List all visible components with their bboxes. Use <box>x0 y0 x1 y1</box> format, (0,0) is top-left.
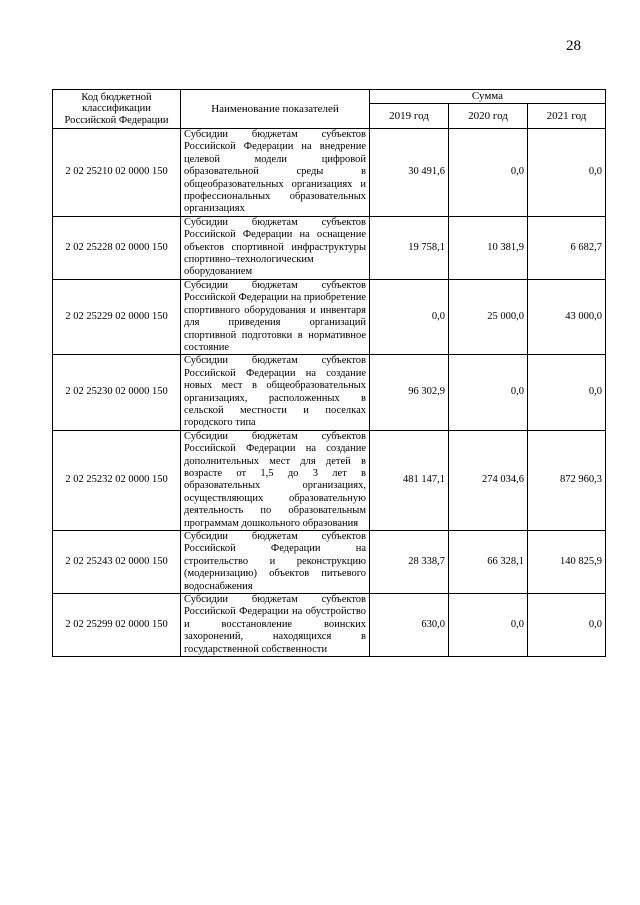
row-code: 2 02 25243 02 0000 150 <box>53 531 181 594</box>
row-value-2020: 0,0 <box>449 129 528 217</box>
row-name: Субсидии бюджетам субъектов Российской Федерации на создание дополнительных мест для детей в возрасте от 1,5 до 3 лет в образовательных организациях, осуществляющих образовательную деятельность по образовательным программам дошкольного образования <box>181 430 370 530</box>
row-value-2021: 0,0 <box>528 594 606 657</box>
row-value-2019: 630,0 <box>370 594 449 657</box>
row-name: Субсидии бюджетам субъектов Российской Федерации на приобретение спортивного оборудования и инвентаря для приведения организаций спортивной подготовки в нормативное состояние <box>181 279 370 354</box>
row-value-2019: 30 491,6 <box>370 129 449 217</box>
row-code: 2 02 25229 02 0000 150 <box>53 279 181 354</box>
budget-table <box>52 89 606 657</box>
row-code: 2 02 25232 02 0000 150 <box>53 430 181 530</box>
row-value-2020: 25 000,0 <box>449 279 528 354</box>
row-name: Субсидии бюджетам субъектов Российской Федерации на строительство и реконструкцию (модернизацию) объектов питьевого водоснабжения <box>181 531 370 594</box>
row-value-2020: 274 034,6 <box>449 430 528 530</box>
row-value-2019: 19 758,1 <box>370 216 449 279</box>
row-value-2021: 43 000,0 <box>528 279 606 354</box>
header-year-2020: 2020 год <box>449 104 528 129</box>
table-row <box>53 531 606 594</box>
row-name: Субсидии бюджетам субъектов Российской Федерации на внедрение целевой модели цифровой образовательной среды в общеобразовательных организациях и профессиональных образовательных организациях <box>181 129 370 217</box>
row-value-2021: 6 682,7 <box>528 216 606 279</box>
row-value-2021: 0,0 <box>528 129 606 217</box>
row-value-2021: 140 825,9 <box>528 531 606 594</box>
header-year-2019: 2019 год <box>370 104 449 129</box>
row-name: Субсидии бюджетам субъектов Российской Федерации на обустройство и восстановление воинских захоронений, находящихся в государственной собственности <box>181 594 370 657</box>
table-row <box>53 430 606 530</box>
header-sum: Сумма <box>370 90 606 104</box>
row-value-2020: 0,0 <box>449 594 528 657</box>
table-row <box>53 216 606 279</box>
row-value-2019: 96 302,9 <box>370 355 449 430</box>
table-row <box>53 594 606 657</box>
row-value-2020: 10 381,9 <box>449 216 528 279</box>
row-code: 2 02 25228 02 0000 150 <box>53 216 181 279</box>
row-value-2021: 872 960,3 <box>528 430 606 530</box>
row-code: 2 02 25230 02 0000 150 <box>53 355 181 430</box>
header-code: Код бюджетной классификации Российской Федерации <box>53 90 181 129</box>
row-value-2021: 0,0 <box>528 355 606 430</box>
row-name: Субсидии бюджетам субъектов Российской Федерации на создание новых мест в общеобразовательных организациях, расположенных в сельской местности и поселках городского типа <box>181 355 370 430</box>
header-name: Наименование показателей <box>181 90 370 129</box>
row-value-2019: 28 338,7 <box>370 531 449 594</box>
header-year-2021: 2021 год <box>528 104 606 129</box>
table-row <box>53 355 606 430</box>
page-number: 28 <box>566 38 581 54</box>
row-name: Субсидии бюджетам субъектов Российской Федерации на оснащение объектов спортивной инфраструктуры спортивно–технологическим оборудованием <box>181 216 370 279</box>
table-row <box>53 279 606 354</box>
row-code: 2 02 25210 02 0000 150 <box>53 129 181 217</box>
row-value-2020: 0,0 <box>449 355 528 430</box>
row-value-2019: 481 147,1 <box>370 430 449 530</box>
row-code: 2 02 25299 02 0000 150 <box>53 594 181 657</box>
row-value-2019: 0,0 <box>370 279 449 354</box>
row-value-2020: 66 328,1 <box>449 531 528 594</box>
table-row <box>53 129 606 217</box>
